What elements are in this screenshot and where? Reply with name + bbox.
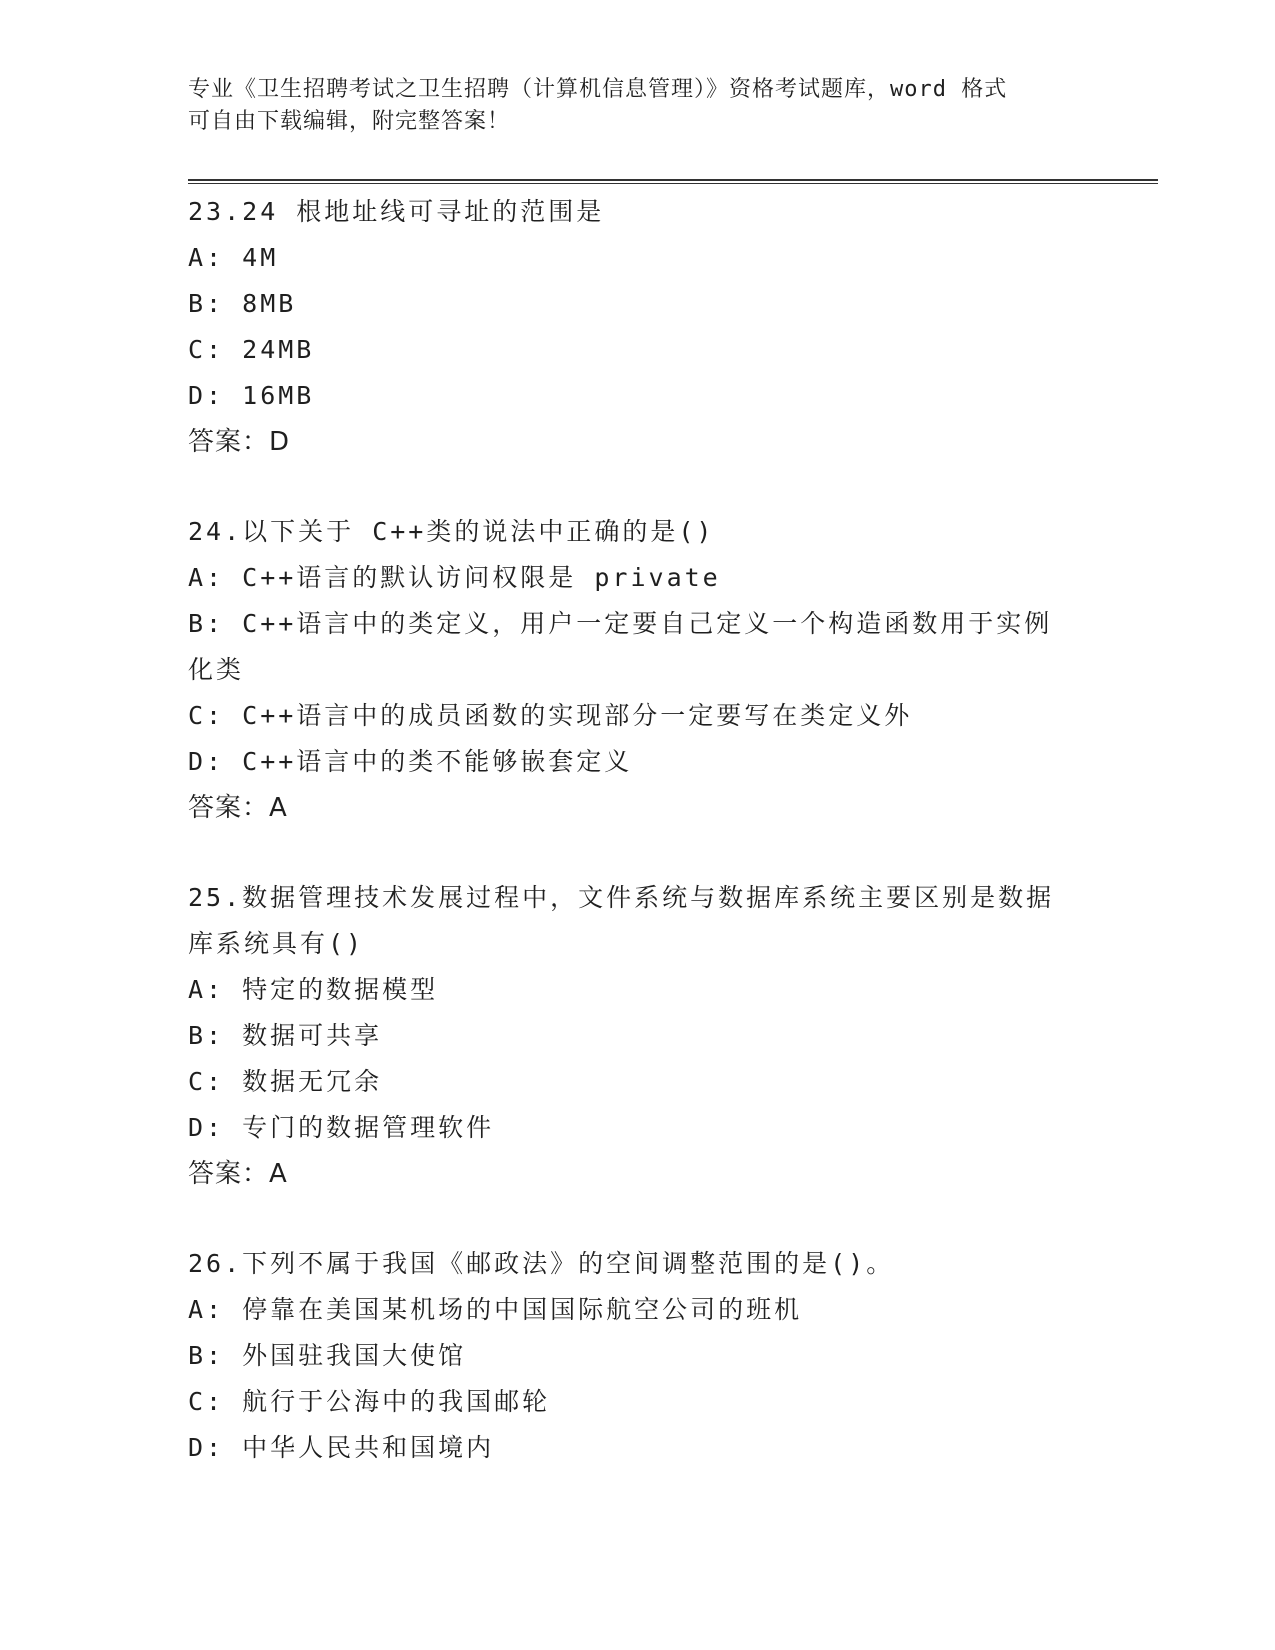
header-divider [188, 179, 1158, 184]
answer-option: D: C++语言中的类不能够嵌套定义 [188, 747, 633, 776]
question-stem: 25.数据管理技术发展过程中，文件系统与数据库系统主要区别是数据 [188, 883, 1055, 912]
question-block [188, 509, 1088, 831]
question-block [188, 189, 1088, 465]
question-block [188, 875, 1088, 1197]
question-stem: 23.24 根地址线可寻址的范围是 [188, 197, 605, 226]
document-header [188, 74, 1088, 138]
answer-option: A: C++语言的默认访问权限是 private [188, 563, 721, 592]
answer-option: D: 16MB [188, 381, 315, 410]
answer-key: 答案：A [188, 1159, 288, 1189]
header-line: 可自由下载编辑，附完整答案！ [188, 109, 511, 134]
answer-option: C: 24MB [188, 335, 315, 364]
answer-option: A: 特定的数据模型 [188, 975, 439, 1004]
answer-option: B: 数据可共享 [188, 1021, 383, 1050]
question-stem: 24.以下关于 C++类的说法中正确的是() [188, 517, 715, 546]
header-line: 专业《卫生招聘考试之卫生招聘（计算机信息管理）》资格考试题库，word 格式 [188, 77, 1008, 102]
answer-option: 化类 [188, 655, 245, 684]
answer-option: C: 航行于公海中的我国邮轮 [188, 1387, 551, 1416]
answer-option: A: 停靠在美国某机场的中国国际航空公司的班机 [188, 1295, 803, 1324]
question-list [188, 189, 1088, 1515]
document-page [188, 0, 1158, 1650]
question-stem: 26.下列不属于我国《邮政法》的空间调整范围的是()。 [188, 1249, 895, 1278]
answer-option: B: 8MB [188, 289, 297, 318]
answer-option: B: 外国驻我国大使馆 [188, 1341, 467, 1370]
answer-option: C: C++语言中的成员函数的实现部分一定要写在类定义外 [188, 701, 913, 730]
answer-option: A: 4M [188, 243, 279, 272]
question-stem: 库系统具有() [188, 929, 365, 958]
answer-option: D: 专门的数据管理软件 [188, 1113, 495, 1142]
answer-option: D: 中华人民共和国境内 [188, 1433, 495, 1462]
answer-key: 答案：A [188, 793, 288, 823]
answer-key: 答案：D [188, 427, 291, 457]
answer-option: C: 数据无冗余 [188, 1067, 383, 1096]
answer-option: B: C++语言中的类定义，用户一定要自己定义一个构造函数用于实例 [188, 609, 1053, 638]
question-block [188, 1241, 1088, 1471]
